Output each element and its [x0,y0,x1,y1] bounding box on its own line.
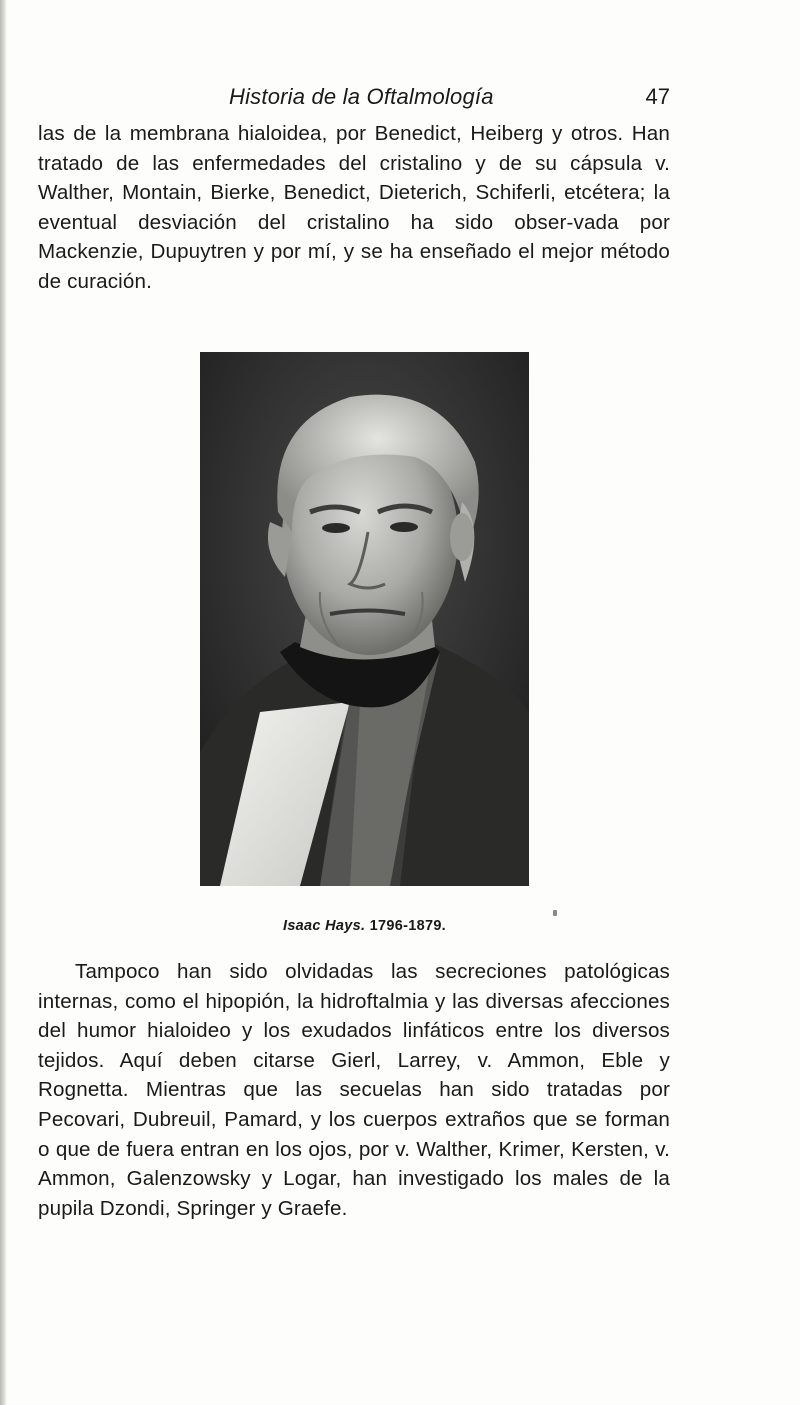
page-binding-edge [0,0,7,1405]
portrait-illustration [200,352,529,886]
paragraph-2: Tampoco han sido olvidadas las secreciones patológicas internas, como el hipopión, la hidroftalmia y las diversas afecciones del humor hialoideo y los exudados linfáticos entre los diversos tejidos. Aquí deben citarse Gierl, Larrey, v. Ammon, Eble y Rognetta. Mientras que las secuelas han sido tratadas por Pecovari, Dubreuil, Pamard, y los cuerpos extraños que se forman o que de fuera entran en los ojos, por v. Walther, Krimer, Kersten, v. Ammon, Galenzowsky y Logar, han investigado los males de la pupila Dzondi, Springer y Graefe. [38,960,670,1220]
running-head [38,84,670,114]
print-speck [553,910,557,916]
page-number: 47 [645,84,670,109]
running-title: Historia de la Oftalmología [229,84,494,109]
figure-caption [200,918,529,934]
portrait-image [200,352,529,886]
paragraph-1: las de la membrana hialoidea, por Benedict, Heiberg y otros. Han tratado de las enfermedades del cristalino y de su cápsula v. Walther, Montain, Bierke, Benedict, Dieterich, Schiferli, etcétera; la eventual desviación del cristalino ha sido obser-vada por Mackenzie, Dupuytren y por mí, y se ha enseñado el mejor método de curación. [38,122,670,293]
caption-name: Isaac Hays. [282,918,366,934]
caption-dates: 1796-1879. [369,918,447,934]
